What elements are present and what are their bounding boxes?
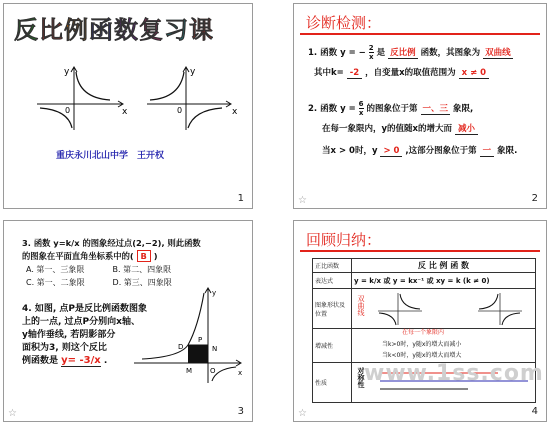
note: 当k>0时，y随x的增大而减小: [382, 341, 462, 348]
numerator: 6: [358, 100, 364, 108]
answer: -2: [347, 68, 362, 79]
question-4-line-2: 上的一点, 过点P分别向x轴、: [22, 317, 140, 327]
table-cell: 正比函数: [313, 259, 352, 273]
question-2-line-1: [308, 100, 473, 117]
text: 的图象位于第: [366, 104, 418, 114]
note: 当k<0时，y随x的增大而增大: [382, 352, 462, 359]
answer: x ≠ 0: [459, 68, 489, 79]
star-icon: ☆: [298, 408, 307, 419]
page-number: 2: [531, 193, 538, 204]
question-3-line-2: [22, 250, 158, 262]
table-cell: 表达式: [313, 273, 352, 289]
text: 象限,: [452, 104, 474, 114]
text: 象限.: [497, 146, 518, 156]
title-char: 比: [39, 16, 64, 44]
answer: 减小: [455, 124, 478, 135]
option-a[interactable]: A. 第一、三象限: [26, 265, 85, 274]
origin-label: 0: [65, 106, 71, 115]
axis-x-label: x: [122, 107, 128, 117]
denominator: x: [358, 109, 364, 117]
slide-2-thumbnail[interactable]: [293, 3, 547, 209]
answer: B: [137, 250, 151, 262]
table-header: 反 比 例 函 数: [352, 259, 536, 273]
hyperbola-diagram: [132, 285, 248, 385]
text: ): [153, 251, 158, 261]
answer: 一: [480, 146, 495, 157]
table-cell: [352, 289, 536, 329]
question-1-line-1: [308, 44, 513, 61]
title-char: 函: [89, 16, 114, 44]
graph-k-negative: [476, 291, 524, 327]
label-x: x: [238, 369, 243, 377]
answer: 一、三: [422, 104, 449, 114]
text: 当x > 0时，y: [322, 146, 378, 156]
hyperbola-graph-right: [142, 62, 242, 132]
text: .: [103, 356, 108, 366]
question-4-line-4: 面积为3, 则这个反比: [22, 343, 107, 353]
question-2-line-2: [322, 122, 478, 134]
text: ,这部分图象位于第: [405, 146, 477, 156]
label-y: y: [212, 289, 217, 297]
axis-x-label: x: [232, 107, 238, 117]
title-divider: [300, 33, 540, 35]
question-4-line-5: [22, 353, 107, 366]
question-4-line-1: 4. 如图, 点P是反比例函数图象: [22, 304, 147, 314]
option-b[interactable]: B. 第二、四象限: [112, 265, 172, 274]
fraction: [369, 44, 374, 61]
label-o: O: [210, 367, 216, 375]
answer: y= -3/x: [61, 355, 101, 366]
page-number: 1: [237, 193, 244, 204]
option-c[interactable]: C. 第一、二象限: [26, 278, 85, 287]
formula: y = −: [340, 48, 366, 58]
slide-1-thumbnail[interactable]: [3, 3, 253, 209]
page-number: 3: [237, 406, 244, 417]
star-icon: ☆: [298, 195, 307, 206]
watermark: www.1ss.com: [364, 361, 544, 386]
title-char: 习: [164, 16, 189, 44]
text: 函数，其图象为: [420, 48, 481, 58]
title-char: 数: [114, 16, 139, 44]
question-4-line-3: y轴作垂线, 若阴影部分: [22, 330, 116, 340]
question-3-line-1: 3. 函数 y=k/x 的图象经过点(2,−2), 则此函数: [22, 238, 201, 248]
text: 2. 函数: [308, 104, 338, 114]
table-cell: 性质: [313, 363, 352, 403]
slide-1-title: [14, 10, 214, 45]
axis-y-label: y: [190, 67, 196, 77]
page-number: 4: [531, 406, 538, 417]
option-d[interactable]: D. 第三、四象限: [112, 278, 172, 287]
title-char: 反: [14, 16, 39, 44]
answer: > 0: [380, 146, 402, 157]
slide-4-thumbnail[interactable]: [293, 220, 547, 422]
table-cell: 图象形状及位置: [313, 289, 352, 329]
denominator: x: [368, 53, 374, 61]
origin-label: 0: [177, 106, 183, 115]
author-line: 重庆永川北山中学 王开权: [56, 151, 165, 161]
slide-4-title: 回顾归纳：: [306, 231, 382, 249]
table-cell: [352, 329, 536, 363]
text: 1. 函数: [308, 48, 338, 58]
star-icon: ☆: [8, 408, 17, 419]
label-n: N: [212, 345, 218, 353]
formula: y =: [340, 104, 356, 114]
label-d: D: [178, 343, 184, 351]
title-divider: [300, 250, 540, 252]
title-char: 复: [139, 16, 164, 44]
question-2-line-3: [322, 144, 517, 156]
table-cell: y = k/x 或 y = kx⁻¹ 或 xy = k (k ≠ 0): [352, 273, 536, 289]
text: 的图象在平面直角坐标系中的(: [22, 251, 134, 261]
axis-y-label: y: [64, 67, 70, 77]
slide-3-thumbnail[interactable]: [3, 220, 253, 422]
options-row-1: [26, 264, 197, 275]
fraction: [359, 100, 364, 117]
text: 在每一象限内，y的值随x的增大而: [322, 124, 453, 134]
note: 在每一个象限内: [402, 329, 445, 336]
answer: 反比例: [390, 48, 416, 58]
title-char: 课: [189, 16, 214, 44]
graph-k-positive: [376, 291, 424, 327]
numerator: 2: [368, 44, 374, 52]
title-char: 例: [64, 16, 89, 44]
text: 例函数是: [22, 356, 59, 366]
text: 是: [376, 48, 386, 58]
table-cell: 增减性: [313, 329, 352, 363]
text: 其中k=: [314, 68, 344, 78]
shape-label: 双曲线: [357, 295, 365, 316]
answer: 双曲线: [485, 48, 511, 58]
property-label: 对称性: [357, 367, 365, 388]
slide-2-title: 诊断检测：: [306, 14, 382, 32]
label-p: P: [198, 336, 203, 344]
text: ，自变量x的取值范围为: [365, 68, 456, 78]
label-m: M: [186, 367, 193, 375]
hyperbola-graph-left: [32, 62, 132, 132]
question-1-line-2: [314, 66, 489, 78]
